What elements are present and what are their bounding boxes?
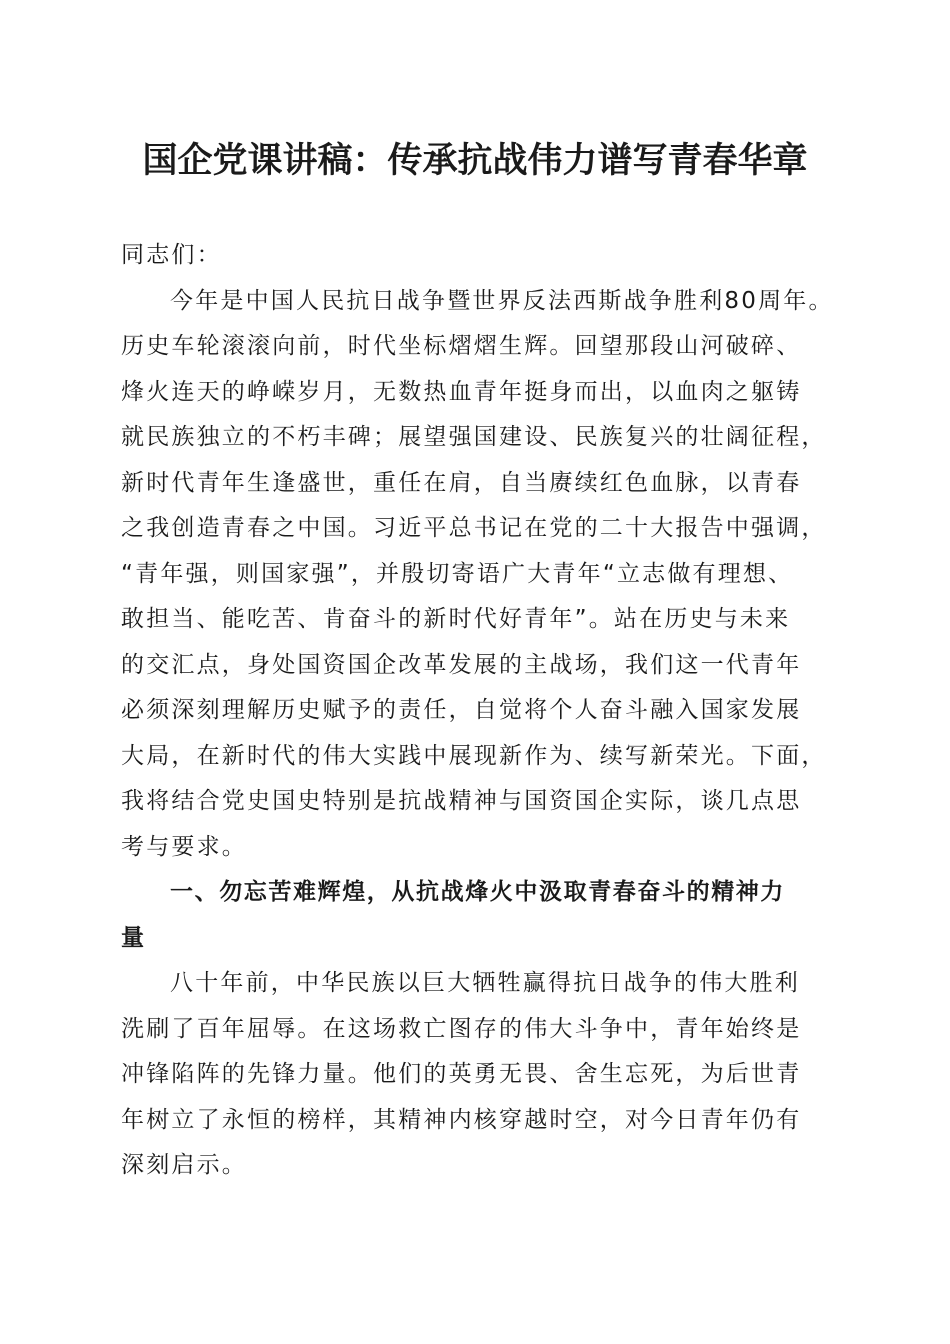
- paragraph-line: 考与要求。: [121, 833, 247, 860]
- paragraph-line: 我将结合党史国史特别是抗战精神与国资国企实际，谈几点思: [121, 788, 802, 814]
- paragraph-line: 深刻启示。: [121, 1152, 247, 1178]
- paragraph-line: 大局，在新时代的伟大实践中展现新作为、续写新荣光。下面，: [121, 742, 827, 769]
- salutation: 同志们：: [121, 242, 222, 268]
- paragraph-line: 八十年前，中华民族以巨大牺牲赢得抗日战争的伟大胜利: [170, 970, 800, 996]
- paragraph-line: 历史车轮滚滚向前，时代坐标熠熠生辉。回望那段山河破碎、: [121, 333, 802, 359]
- paragraph-section-1: [121, 961, 841, 1189]
- heading-line: 一、勿忘苦难辉煌，从抗战烽火中汲取青春奋斗的精神力: [170, 879, 785, 905]
- paragraph-line: 冲锋陷阵的先锋力量。他们的英勇无畏、舍生忘死，为后世青: [121, 1061, 802, 1087]
- paragraph-line: 敢担当、能吃苦、肯奋斗的新时代好青年”。站在历史与未来: [121, 606, 791, 632]
- document-body: [121, 233, 841, 1189]
- heading-line: 量: [121, 924, 146, 951]
- paragraph-line: 烽火连天的峥嵘岁月，无数热血青年挺身而出，以血肉之躯铸: [121, 378, 802, 405]
- paragraph-line: 之我创造青春之中国。习近平总书记在党的二十大报告中强调，: [121, 515, 827, 541]
- paragraph-line: “青年强，则国家强”，并殷切寄语广大青年“立志做有理想、: [121, 560, 794, 587]
- paragraph-line: 必须深刻理解历史赋予的责任，自觉将个人奋斗融入国家发展: [121, 697, 802, 723]
- paragraph-line: 洗刷了百年屈辱。在这场救亡图存的伟大斗争中，青年始终是: [121, 1015, 802, 1042]
- paragraph-intro: [121, 279, 841, 871]
- paragraph-line: 就民族独立的不朽丰碑；展望强国建设、民族复兴的壮阔征程，: [121, 424, 827, 450]
- paragraph-line: 年树立了永恒的榜样，其精神内核穿越时空，对今日青年仍有: [121, 1106, 802, 1133]
- paragraph-line: 的交汇点，身处国资国企改革发展的主战场，我们这一代青年: [121, 651, 802, 678]
- paragraph-line: 今年是中国人民抗日战争暨世界反法西斯战争胜利80周年。: [170, 287, 834, 314]
- paragraph-line: 新时代青年生逢盛世，重任在肩，自当赓续红色血脉，以青春: [121, 469, 802, 496]
- document-title: 国企党课讲稿：传承抗战伟力谱写青春华章: [142, 140, 808, 181]
- section-heading-1: [121, 870, 841, 961]
